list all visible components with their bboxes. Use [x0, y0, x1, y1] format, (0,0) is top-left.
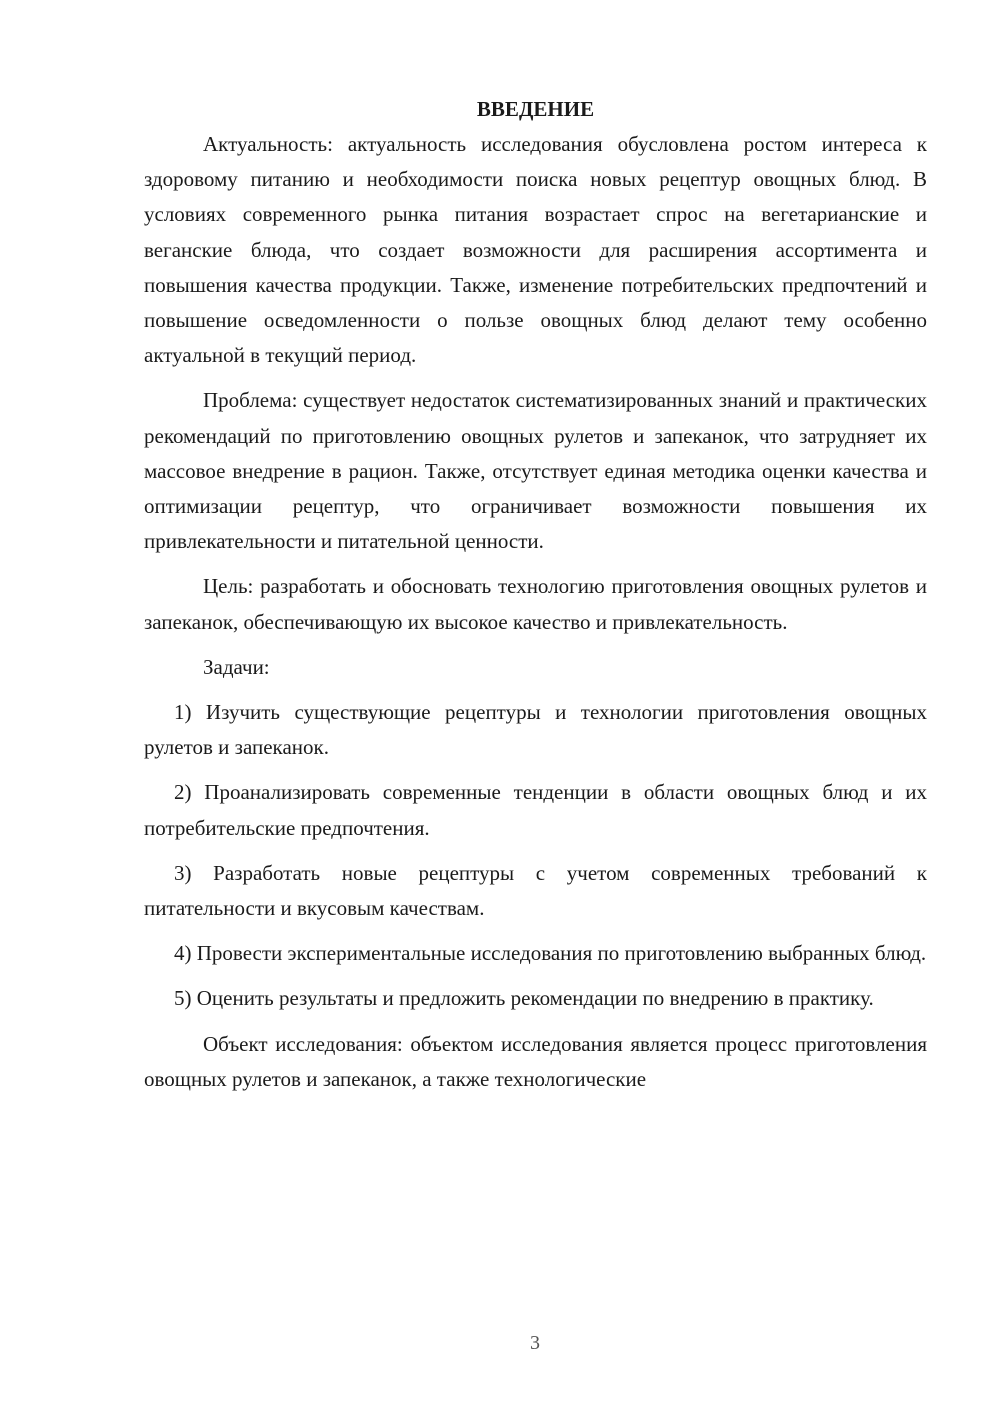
task-item: 3) Разработать новые рецептуры с учетом современных требований к питательности и вкусовым качествам. [144, 860, 927, 921]
section-title: ВВЕДЕНИЕ [476, 97, 595, 121]
task-item: 1) Изучить существующие рецептуры и технологии приготовления овощных рулетов и запеканок. [144, 700, 927, 760]
task-item: 2) Проанализировать современные тенденции в области овощных блюд и их потребительские предпочтения. [144, 780, 927, 840]
goal-paragraph: Цель: разработать и обосновать технологию приготовления овощных рулетов и запеканок, обеспечивающую их высокое качество и привлекательность. [144, 574, 927, 634]
task-item: 4) Провести экспериментальные исследования по приготовлению выбранных блюд. [174, 941, 927, 966]
problem-paragraph: Проблема: существует недостаток систематизированных знаний и практических рекомендаций по приготовлению овощных рулетов и запеканок, что затрудняет их массовое внедрение в рацион. Также, отсутствует единая методика оценки качества и оптимизации рецептур, что ограничивает возможности повышения их привлекательности и питательной ценности. [144, 388, 927, 554]
relevance-paragraph: Актуальность: актуальность исследования обусловлена ростом интереса к здоровому питанию и необходимости поиска новых рецептур овощных блюд. В условиях современного рынка питания возрастает спрос на вегетарианские и веганские блюда, что создает возможности для расширения ассортимента и повышения качества продукции. Также, изменение потребительских предпочтений и повышение осведомленности о пользе овощных блюд делают тему особенно актуальной в текущий период. [144, 132, 927, 368]
page-number: 3 [530, 1332, 540, 1354]
object-paragraph: Объект исследования: объектом исследования является процесс приготовления овощных рулетов и запеканок, а также технологические [144, 1031, 927, 1091]
tasks-heading: Задачи: [203, 654, 270, 679]
task-item: 5) Оценить результаты и предложить рекомендации по внедрению в практику. [174, 986, 874, 1011]
document-page [144, 92, 927, 1107]
